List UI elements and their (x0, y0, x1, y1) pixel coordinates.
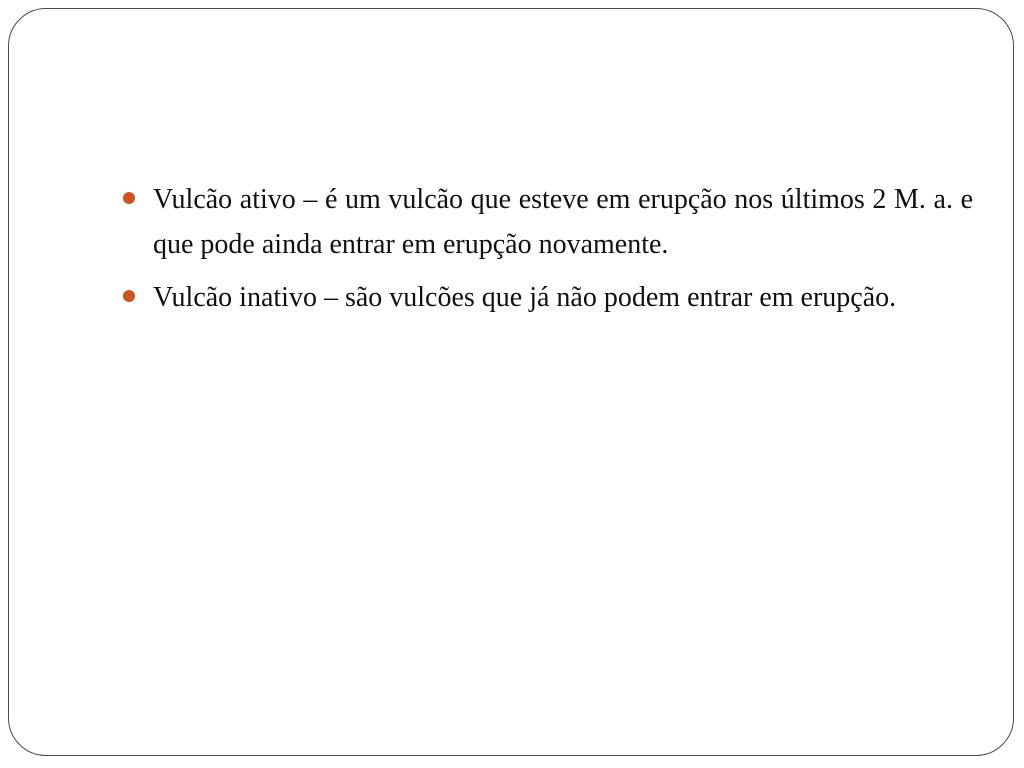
bullet-text: Vulcão inativo – são vulcões que já não podem entrar em erupção. (153, 282, 897, 313)
bullet-dot-icon (123, 192, 135, 204)
bullet-dot-icon (123, 290, 135, 302)
bullet-list (123, 177, 973, 320)
bullet-item-inactive-volcano (123, 275, 973, 320)
slide-frame (8, 8, 1014, 756)
bullet-item-active-volcano (123, 177, 973, 267)
bullet-text: Vulcão ativo – é um vulcão que esteve em erupção nos últimos 2 M. a. e que pode ainda entrar em erupção novamente. (153, 184, 973, 260)
slide-content (123, 177, 973, 328)
